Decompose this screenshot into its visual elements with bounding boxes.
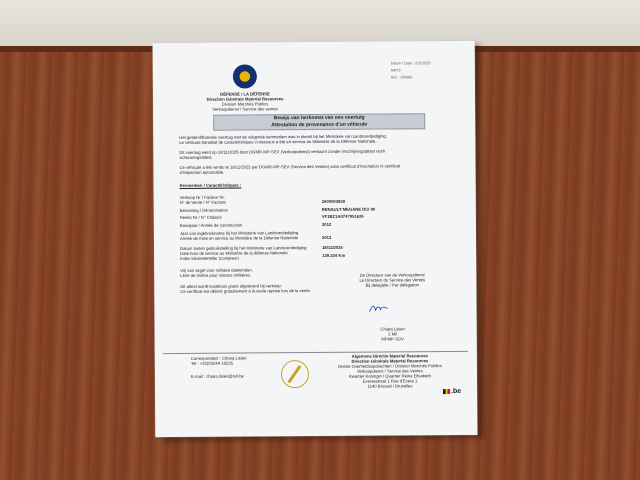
field-value: VF1BZ1A0747951626 (321, 213, 364, 219)
signatory-rank: 2 Mil (388, 331, 398, 337)
footer-tel: Tel : +32(0)2/44 16235 (190, 360, 233, 366)
field-value: 2600003939 (321, 198, 346, 204)
exemption-line: Libre de timbre pour raisons militaires. (180, 272, 252, 278)
belgian-flag-icon (443, 389, 450, 394)
certification-line: Dit attest wordt kosteloos gratis afgeleverd bij verkoop. (180, 283, 282, 289)
meta-ref2: Ref. : 256681 (390, 75, 413, 80)
footer-email: E-mail : chiara.lisieri@mil.be (190, 373, 244, 379)
signature-icon (368, 303, 388, 313)
footer-address-line: 1140 Brussel / Bruxelles (367, 383, 413, 389)
field-label: Année de mise en service au Ministère de la Défense Nationale (179, 235, 299, 241)
intro-line: d'inspection automobile. (179, 169, 225, 175)
signatory-name: Chiara Lisieri (380, 326, 405, 332)
signatory-line1: De Directeur van de Verkoopdienst (359, 272, 425, 278)
signatory-unit: MPMP-SDV (381, 336, 404, 342)
footer-address-line: Divisie Overheidsopdrachten / Division Marchés Publics (338, 363, 442, 369)
field-value: 2013 (321, 234, 332, 240)
footer-correspondent: Correspondent : Chiara Lisieri (190, 355, 247, 361)
meta-date: Datum / Date : 2/11/2025 (390, 61, 431, 66)
footer-address-line: Direction Générale Material Resources (351, 358, 429, 364)
field-label: Jaar van ingebruikname bij het Ministerie van Landsverdediging (179, 230, 299, 236)
field-value: 139.334 Km (322, 252, 346, 258)
field-label: Reeks Nr / N° Châssis (179, 214, 222, 220)
mil-be-logo-icon (281, 360, 309, 388)
footer-address-line: Eversestraat 1 Rue d'Evere 1 (362, 378, 418, 384)
characteristics-heading: Kenmerken / Caractéristiques : (179, 182, 242, 188)
header-division: Division Marchés Publics (221, 101, 269, 107)
document-page (153, 41, 478, 437)
header-service: Verkoopdienst / Service des ventes (212, 106, 278, 112)
footer-address-line: Algemene Directie Material Resources (351, 353, 428, 359)
meta-ref1: MRT3 (390, 68, 401, 73)
certification-line: Ce certificat est délivré gratuitement à la seule reprise lors de la vente. (180, 288, 311, 294)
intro-line: Dit voertuig werd op 18/11/2025 door DGMR-MP-SEV (Verkoopdienst) verkocht zonder inschrijvingsattest noch (179, 148, 386, 155)
defence-seal-icon (233, 64, 257, 88)
field-label: Verkoop Nr / Facteur Nr. (179, 194, 225, 200)
be-brand: .be (451, 387, 462, 396)
intro-line: Ce véhicule a été vendu le 18/11/2025 par DGMR-MP-SEV (Service des Ventes) sans certificat d'inscription ni certificat (179, 163, 401, 170)
exemption-line: Vrij van zegel voor militaire doeleinden. (180, 267, 253, 273)
field-label: N° de Vente / N° Facture (179, 199, 226, 205)
field-label: Date hors de service au Ministère de la défense Nationale (180, 250, 288, 256)
title-nl: Bewijs van herkomst van een voertuig (273, 114, 365, 122)
field-value: 2012 (321, 221, 332, 227)
document-title-box (213, 113, 425, 130)
field-label: Bouwjaar / Année de construction (179, 222, 243, 228)
field-label: Benaming / Dénomination (179, 207, 229, 213)
footer-address-line: Verkoopdienst / Service des Ventes (356, 368, 423, 374)
field-value: RENAULT MEGANE DCI 90 (321, 206, 376, 212)
header-direction: Direction Générale Material Resources (206, 96, 284, 102)
signatory-line2: Le Directeur du Service des Ventes (359, 277, 426, 283)
title-fr: Attestation de provenance d'un véhicule (271, 121, 368, 128)
header-ministry: DÉFENSE / LA DÉFENSE (220, 91, 270, 97)
signatory-line3: Bij delegatie / Par délégation (365, 282, 419, 288)
footer-address-line: Kwartier Koningin / Quartier Reine Elisabeth (348, 373, 431, 379)
field-label: Index kilometerteller (compteur) (180, 255, 240, 261)
field-value: 18/11/2025 (322, 244, 343, 250)
field-label: Datum buiten gebruikstelling bij het Ministerie van Landsverdediging (180, 245, 307, 251)
intro-line: schouwingsattest. (179, 154, 213, 160)
intro-line: Le véhicule banalisé de caractéristiques ci-dessous a été en service au Ministère de la Défense Nationale. (179, 138, 377, 145)
intro-line: Het geïdentificeerde voertuig met de volgende kenmerken was in dienst bij het Ministerie van Landsverdediging. (179, 133, 387, 140)
